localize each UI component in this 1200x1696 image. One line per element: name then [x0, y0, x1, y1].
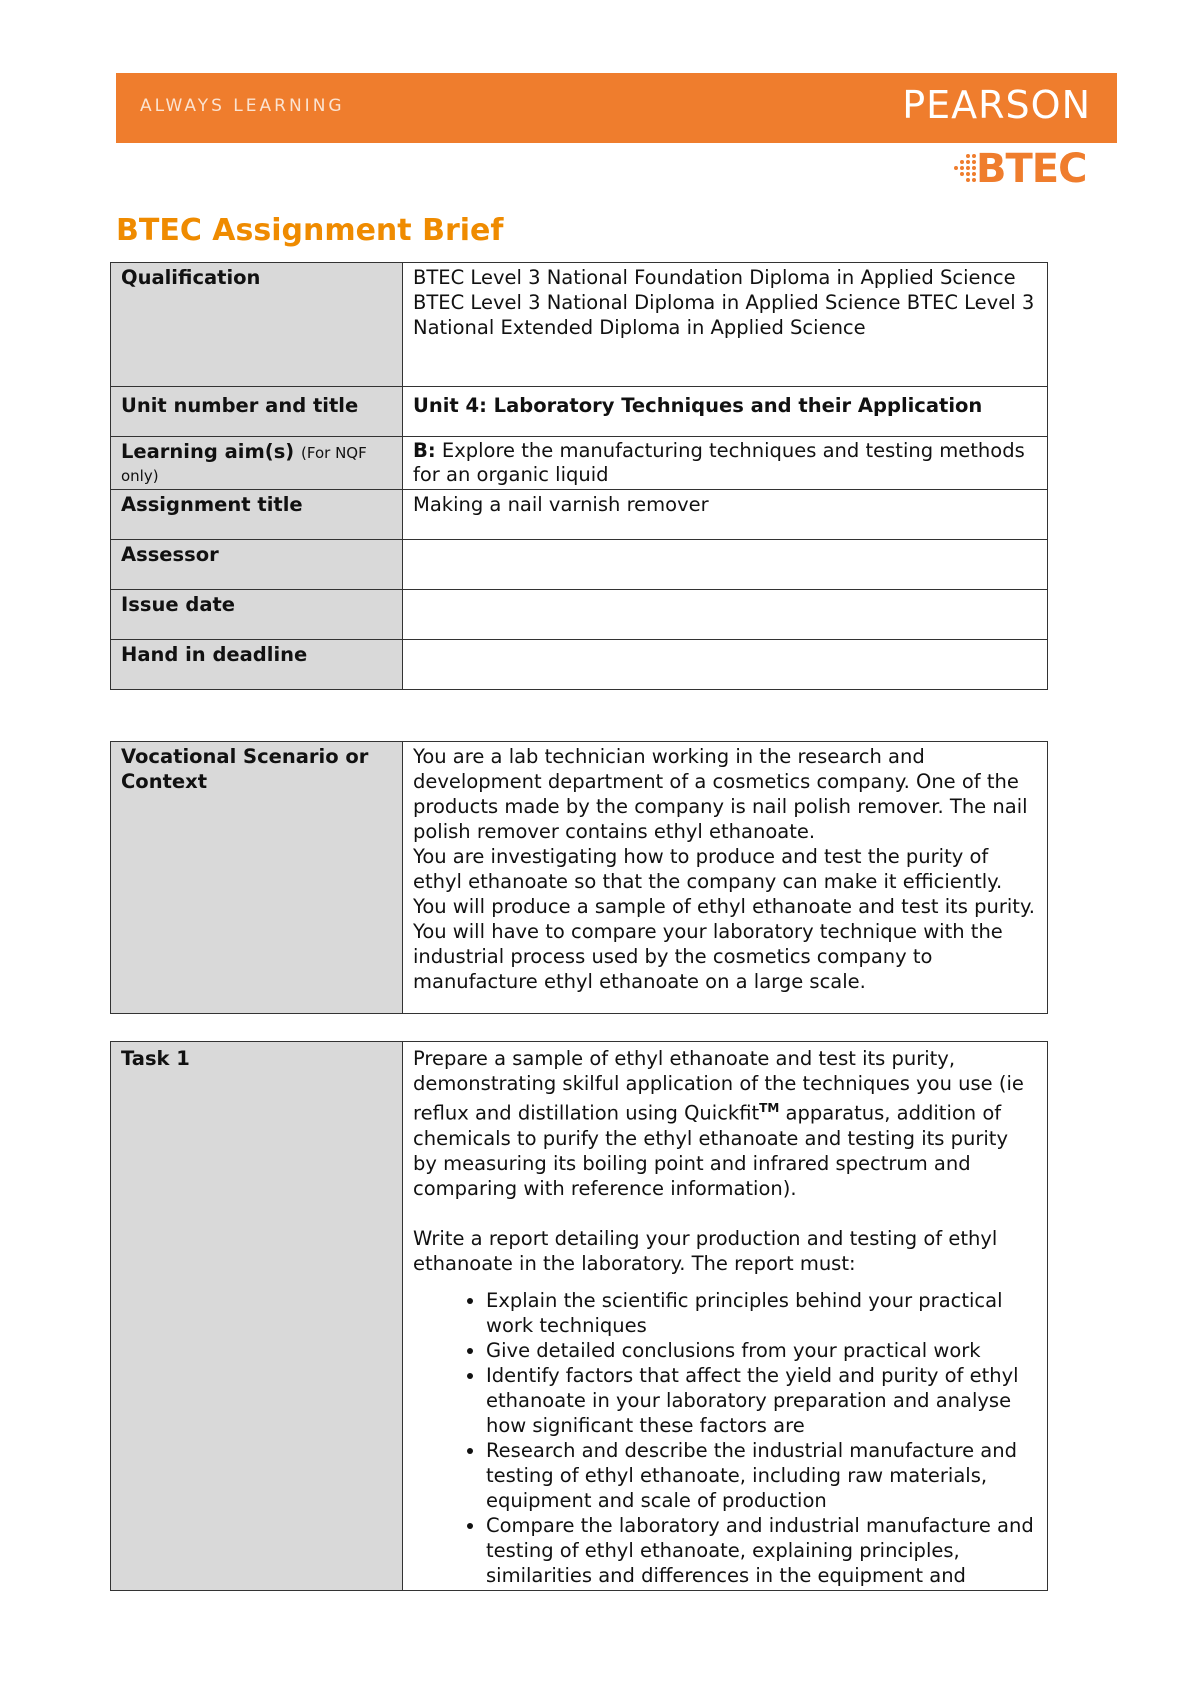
learning-aim-value-cell — [403, 437, 1048, 490]
header-banner — [116, 73, 1117, 143]
tagline: ALWAYS LEARNING — [140, 96, 345, 116]
assessor-label: Assessor — [111, 540, 403, 590]
document-title: BTEC Assignment Brief — [116, 213, 504, 248]
learning-aim-value: Explore the manufacturing techniques and testing methods for an organic liquid — [413, 439, 1025, 486]
assignment-title-label: Assignment title — [111, 490, 403, 540]
btec-logo — [952, 148, 1102, 192]
learning-aim-note: (For NQF only) — [121, 444, 367, 485]
list-item: • Explain the scientific principles behind your practical work techniques — [486, 1288, 1037, 1338]
task-1-intro-a: Prepare a sample of ethyl ethanoate and test its purity, demonstrating skilful application of the techniques you use (ie reflux and distillation using Quickfit — [413, 1047, 1024, 1125]
task-1-label: Task 1 — [111, 1042, 403, 1591]
scenario-label: Vocational Scenario or Context — [111, 742, 403, 1014]
qualification-label: Qualification — [111, 263, 403, 387]
task-1-table — [110, 1041, 1048, 1591]
task-1-requirements — [413, 1288, 1037, 1588]
task-1-intro — [413, 1046, 1037, 1201]
unit-value: Unit 4: Laboratory Techniques and their Application — [403, 387, 1048, 437]
assignment-info-table — [110, 262, 1048, 690]
deadline-value — [403, 640, 1048, 690]
issue-date-label: Issue date — [111, 590, 403, 640]
pearson-logo-text: PEARSON — [902, 83, 1091, 127]
deadline-label: Hand in deadline — [111, 640, 403, 690]
assessor-value — [403, 540, 1048, 590]
issue-date-value — [403, 590, 1048, 640]
scenario-paragraph-2: You are investigating how to produce and test the purity of ethyl ethanoate so that the company can make it efficiently. — [413, 845, 1003, 893]
scenario-table — [110, 741, 1048, 1014]
list-item: • Compare the laboratory and industrial manufacture and testing of ethyl ethanoate, explaining principles, similarities and differences in the equipment and — [486, 1513, 1037, 1588]
scenario-paragraph-1: You are a lab technician working in the research and development department of a cosmetics company. One of the products made by the company is nail polish remover. The nail polish remover contains ethyl ethanoate. — [413, 745, 1028, 843]
task-1-content — [403, 1042, 1048, 1591]
list-item: • Research and describe the industrial manufacture and testing of ethyl ethanoate, including raw materials, equipment and scale of production — [486, 1438, 1037, 1513]
trademark-symbol: TM — [759, 1101, 780, 1115]
scenario-paragraph-3: You will produce a sample of ethyl ethanoate and test its purity. You will have to compare your laboratory technique with the industrial process used by the cosmetics company to manufacture ethyl ethanoate on a large scale. — [413, 895, 1035, 993]
list-item: • Give detailed conclusions from your practical work — [486, 1338, 1037, 1363]
unit-label: Unit number and title — [111, 387, 403, 437]
task-1-report-intro: Write a report detailing your production and testing of ethyl ethanoate in the laboratory. The report must: — [413, 1226, 998, 1275]
btec-dots-icon — [952, 152, 978, 186]
btec-logo-text: BTEC — [976, 146, 1087, 192]
learning-aim-label: Learning aim(s) — [121, 440, 295, 463]
assignment-title-value: Making a nail varnish remover — [403, 490, 1048, 540]
learning-aim-prefix: B: — [413, 439, 436, 462]
qualification-value: BTEC Level 3 National Foundation Diploma in Applied Science BTEC Level 3 National Diploma in Applied Science BTEC Level 3 National Extended Diploma in Applied Science — [403, 263, 1048, 387]
task-1-intro-b: apparatus, addition of chemicals to purify the ethyl ethanoate and testing its purity by measuring its boiling point and infrared spectrum and comparing with reference information). — [413, 1101, 1008, 1200]
list-item: • Identify factors that affect the yield and purity of ethyl ethanoate in your laboratory preparation and analyse how significant these factors are — [486, 1363, 1037, 1438]
learning-aim-label-cell — [111, 437, 403, 490]
scenario-text — [403, 742, 1048, 1014]
